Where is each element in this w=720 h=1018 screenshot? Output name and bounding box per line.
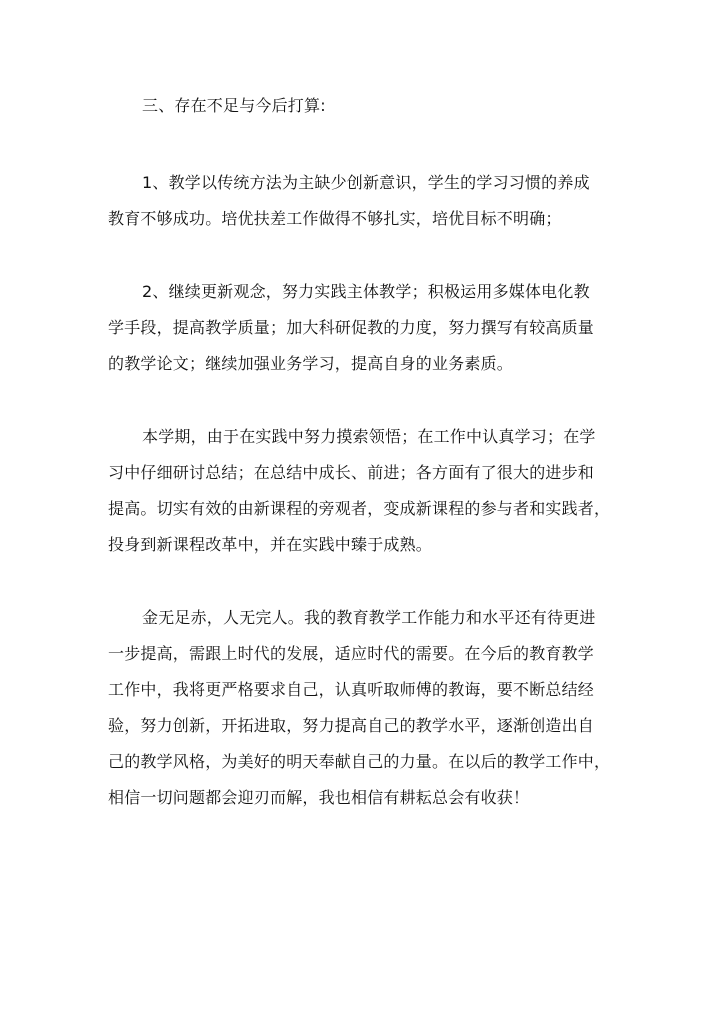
text-line: 习中仔细研讨总结；在总结中成长、前进；各方面有了很大的进步和 xyxy=(108,463,595,482)
text-line: 验，努力创新，开拓进取，努力提高自己的教学水平，逐渐创造出自 xyxy=(108,716,595,735)
paragraph-shortcomings xyxy=(108,165,613,237)
text-line: 1、教学以传统方法为主缺少创新意识，学生的学习习惯的养成 xyxy=(142,173,590,192)
text-line: 2、继续更新观念，努力实践主体教学；积极运用多媒体电化教 xyxy=(142,282,590,301)
text-line: 一步提高，需跟上时代的发展，适应时代的需要。在今后的教育教学 xyxy=(108,644,595,663)
text-line: 本学期，由于在实践中努力摸索领悟；在工作中认真学习；在学 xyxy=(142,427,596,446)
paragraph-semester-summary xyxy=(108,419,613,563)
text-line: 工作中，我将更严格要求自己，认真听取师傅的教诲，要不断总结经 xyxy=(108,680,595,699)
paragraph-plans xyxy=(108,274,613,382)
text-line: 学手段，提高教学质量；加大科研促教的力度，努力撰写有较高质量 xyxy=(108,318,595,337)
paragraph-conclusion xyxy=(108,600,613,816)
text-line: 投身到新课程改革中，并在实践中臻于成熟。 xyxy=(108,535,433,554)
text-line: 提高。切实有效的由新课程的旁观者，变成新课程的参与者和实践者， xyxy=(108,499,611,518)
text-line: 的教学论文；继续加强业务学习，提高自身的业务素质。 xyxy=(108,354,514,373)
text-line: 金无足赤，人无完人。我的教育教学工作能力和水平还有待更进 xyxy=(142,608,596,627)
text-line: 相信一切问题都会迎刃而解，我也相信有耕耘总会有收获！ xyxy=(108,788,530,807)
text-line: 教育不够成功。培优扶差工作做得不够扎实，培优目标不明确； xyxy=(108,209,562,228)
section-heading: 三、存在不足与今后打算: xyxy=(142,96,326,115)
document-body xyxy=(108,88,613,816)
text-line: 己的教学风格，为美好的明天奉献自己的力量。在以后的教学工作中， xyxy=(108,752,611,771)
